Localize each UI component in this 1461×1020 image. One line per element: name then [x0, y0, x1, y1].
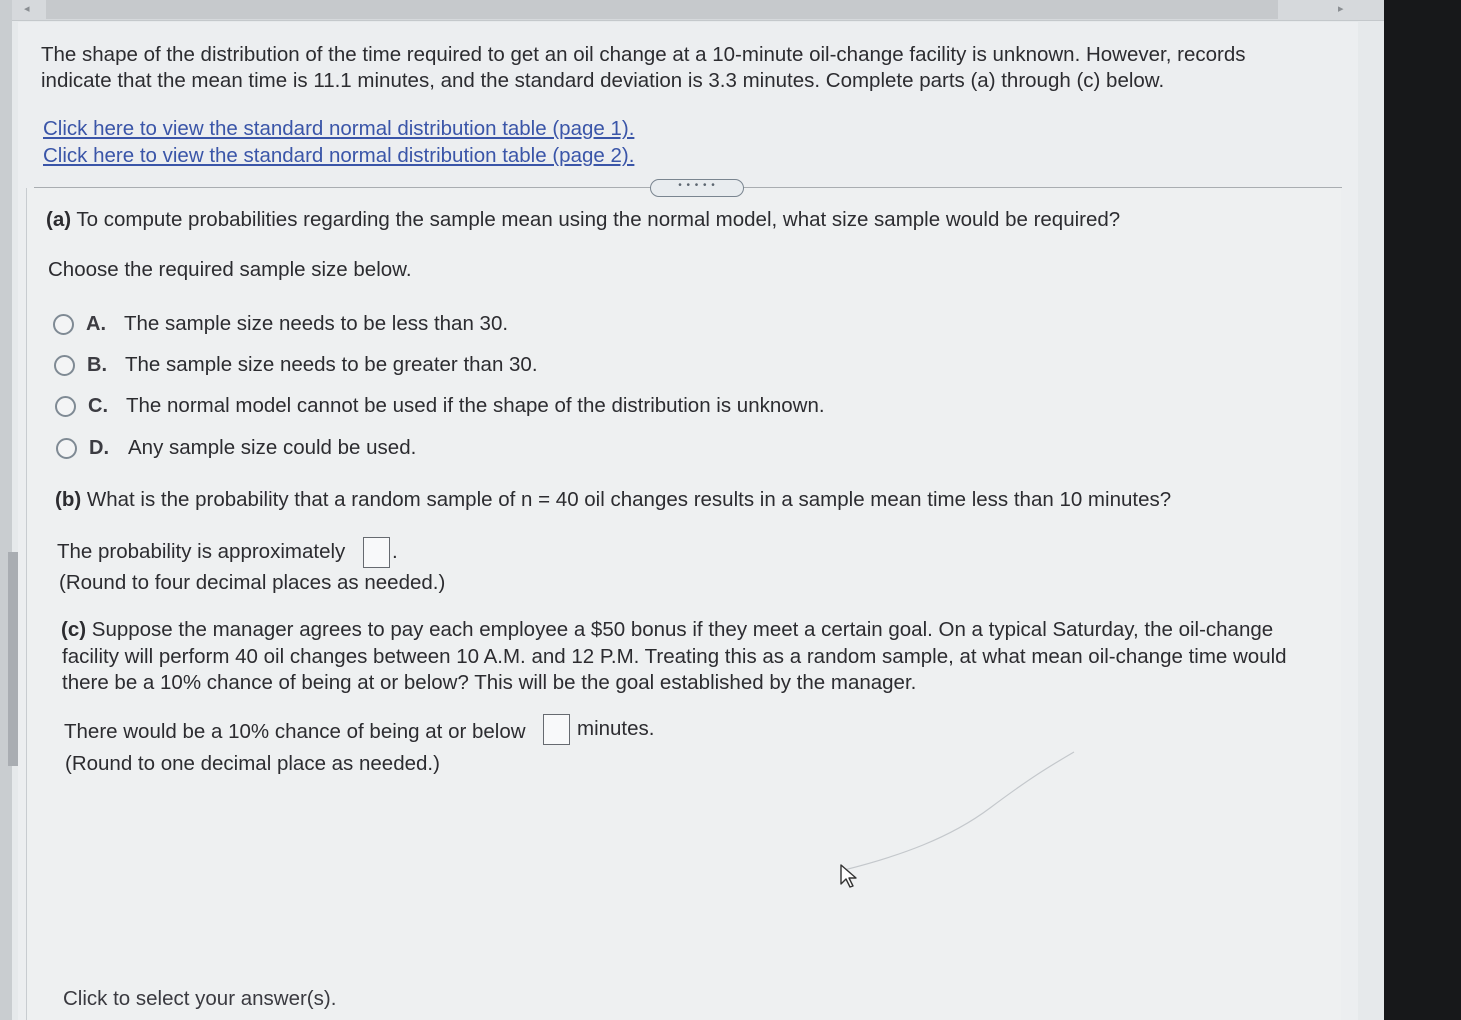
- part-a-prompt: Choose the required sample size below.: [48, 258, 412, 281]
- part-b-question-text: What is the probability that a random sample of n = 40 oil changes results in a sample mean time less than 10 minutes?: [86, 488, 1172, 511]
- footer-instruction: Click to select your answer(s).: [63, 987, 337, 1010]
- option-a-letter: A.: [86, 313, 106, 335]
- option-a-text[interactable]: The sample size needs to be less than 30.: [124, 312, 509, 335]
- part-c-line-1-text: Suppose the manager agrees to pay each employee a $50 bonus if they meet a certain goal. On a typical Saturday, the oil-change: [91, 618, 1274, 641]
- screen-scuff: [840, 748, 1080, 878]
- mean-time-input[interactable]: [543, 714, 570, 745]
- probability-input[interactable]: [363, 537, 390, 568]
- radio-option-b[interactable]: [54, 355, 75, 376]
- option-b-letter: B.: [87, 354, 107, 376]
- option-c-text[interactable]: The normal model cannot be used if the shape of the distribution is unknown.: [126, 394, 825, 417]
- mouse-pointer-icon: [838, 862, 860, 890]
- option-c-letter: C.: [88, 395, 108, 417]
- part-a-question: [46, 207, 1120, 233]
- part-b-label: (b): [55, 488, 82, 511]
- part-c-answer-prefix: There would be a 10% chance of being at or below: [64, 720, 526, 743]
- option-b-text[interactable]: The sample size needs to be greater than 30.: [125, 353, 538, 376]
- radio-option-a[interactable]: [53, 314, 74, 335]
- scroll-right-icon[interactable]: ▸: [1338, 3, 1344, 15]
- scroll-left-icon[interactable]: ◂: [24, 3, 30, 15]
- part-b-question: [55, 487, 1171, 513]
- part-c-line-2: facility will perform 40 oil changes between 10 A.M. and 12 P.M. Treating this as a random sample, at what mean oil-change time would: [62, 645, 1287, 668]
- scrollbar-thumb[interactable]: [46, 0, 1278, 19]
- part-c-line-1: [61, 617, 1273, 643]
- part-c-label: (c): [61, 618, 87, 641]
- radio-option-c[interactable]: [55, 396, 76, 417]
- part-c-line-3: there be a 10% chance of being at or below? This will be the goal established by the manager.: [62, 671, 917, 694]
- option-d-letter: D.: [89, 437, 109, 459]
- option-d-text[interactable]: Any sample size could be used.: [128, 436, 417, 459]
- expand-collapse-button[interactable]: • • • • •: [650, 179, 744, 197]
- horizontal-scrollbar[interactable]: [12, 0, 1384, 21]
- intro-line-2: indicate that the mean time is 11.1 minutes, and the standard deviation is 3.3 minutes. Complete parts (a) through (c) below.: [41, 69, 1165, 92]
- part-b-answer-suffix: .: [392, 540, 398, 563]
- part-a-label: (a): [46, 208, 72, 231]
- part-c-answer-suffix: minutes.: [577, 717, 655, 740]
- part-a-question-text: To compute probabilities regarding the sample mean using the normal model, what size sample would be required?: [76, 208, 1121, 231]
- intro-line-1: The shape of the distribution of the time required to get an oil change at a 10-minute oil-change facility is unknown. However, records: [41, 43, 1246, 66]
- table-link-page-2[interactable]: Click here to view the standard normal distribution table (page 2).: [43, 144, 635, 167]
- part-b-answer-prefix: The probability is approximately: [57, 540, 346, 563]
- radio-option-d[interactable]: [56, 438, 77, 459]
- part-c-hint: (Round to one decimal place as needed.): [65, 752, 440, 775]
- part-b-hint: (Round to four decimal places as needed.): [59, 571, 446, 594]
- table-link-page-1[interactable]: Click here to view the standard normal distribution table (page 1).: [43, 117, 635, 140]
- monitor-bezel: [1384, 0, 1461, 1020]
- left-edge: [0, 0, 12, 1020]
